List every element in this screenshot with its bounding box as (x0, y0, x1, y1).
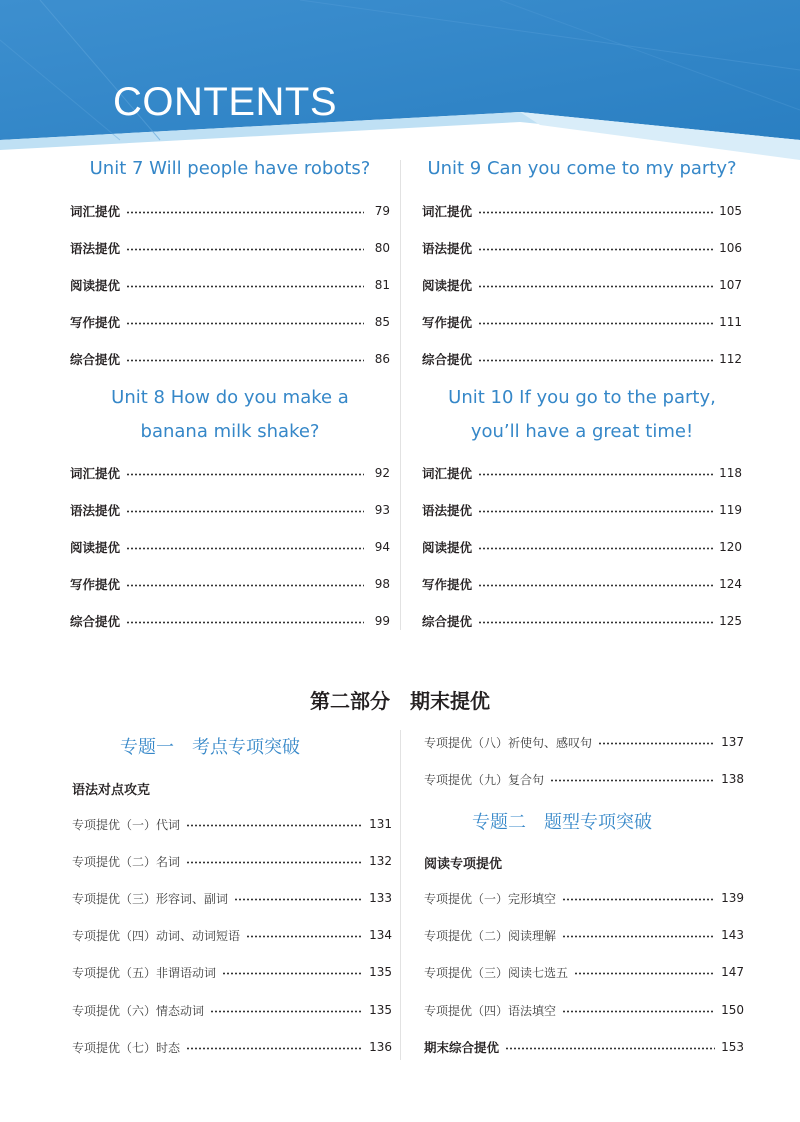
entry-label: 专项提优（四）语法填空 (424, 1003, 557, 1018)
contents-title: CONTENTS (113, 80, 337, 124)
toc-entry[interactable] (424, 889, 744, 907)
dot-leader (126, 211, 364, 214)
entry-page: 124 (719, 577, 742, 591)
topic-2-title: 专题二 题型专项突破 (472, 812, 652, 833)
dot-leader (126, 510, 364, 513)
entry-page: 135 (369, 965, 392, 979)
unit-10-title: Unit 10 If you go to the party, (448, 387, 716, 408)
entry-label: 专项提优（二）阅读理解 (424, 928, 557, 943)
dot-leader (562, 1010, 715, 1013)
entry-label: 阅读提优 (70, 278, 121, 293)
dot-leader (126, 359, 364, 362)
entry-page: 111 (719, 315, 742, 329)
toc-entry[interactable] (424, 963, 744, 981)
entry-page: 98 (374, 577, 390, 591)
toc-entry[interactable] (424, 926, 744, 944)
dot-leader (222, 972, 363, 975)
entry-page: 112 (719, 352, 742, 366)
toc-entry[interactable] (422, 538, 742, 556)
entry-label: 综合提优 (70, 352, 121, 367)
dot-leader (126, 285, 364, 288)
toc-entry[interactable] (424, 733, 744, 751)
entry-label: 综合提优 (70, 614, 121, 629)
toc-entry[interactable] (424, 1001, 744, 1019)
column-divider (400, 160, 401, 630)
entry-label: 专项提优（六）情态动词 (72, 1003, 205, 1018)
dot-leader (478, 285, 713, 288)
entry-page: 119 (719, 503, 742, 517)
toc-entry[interactable] (70, 575, 390, 593)
entry-label: 专项提优（三）形容词、副词 (72, 891, 229, 906)
toc-entry[interactable] (422, 202, 742, 220)
dot-leader (126, 322, 364, 325)
entry-page: 105 (719, 204, 742, 218)
entry-label: 词汇提优 (70, 204, 121, 219)
entry-page: 137 (721, 735, 744, 749)
toc-entry[interactable] (422, 350, 742, 368)
entry-page: 143 (721, 928, 744, 942)
entry-page: 107 (719, 278, 742, 292)
dot-leader (126, 473, 364, 476)
part-2-title: 第二部分 期末提优 (310, 689, 490, 713)
dot-leader (478, 510, 713, 513)
column-divider-lower (400, 730, 401, 1060)
toc-entry[interactable] (72, 1001, 392, 1019)
toc-entry[interactable] (424, 770, 744, 788)
entry-label: 综合提优 (422, 352, 473, 367)
toc-entry[interactable] (72, 889, 392, 907)
dot-leader (186, 1047, 363, 1050)
entry-label: 专项提优（九）复合句 (424, 772, 545, 787)
dot-leader (478, 621, 713, 624)
toc-entry[interactable] (422, 501, 742, 519)
toc-entry[interactable] (72, 926, 392, 944)
entry-page: 135 (369, 1003, 392, 1017)
toc-entry[interactable] (72, 852, 392, 870)
dot-leader (234, 898, 363, 901)
entry-label: 语法提优 (422, 503, 473, 518)
entry-label: 词汇提优 (70, 466, 121, 481)
unit-8-title-line2: banana milk shake? (140, 421, 320, 442)
entry-page: 92 (374, 466, 390, 480)
toc-entry[interactable] (70, 239, 390, 257)
toc-entry[interactable] (422, 313, 742, 331)
toc-entry[interactable] (72, 963, 392, 981)
dot-leader (126, 248, 364, 251)
entry-page: 106 (719, 241, 742, 255)
entry-page: 147 (721, 965, 744, 979)
toc-entry[interactable] (70, 202, 390, 220)
toc-entry[interactable] (70, 501, 390, 519)
entry-page: 80 (374, 241, 390, 255)
dot-leader (505, 1047, 715, 1050)
entry-label: 综合提优 (422, 614, 473, 629)
entry-page: 99 (374, 614, 390, 628)
unit-7-title: Unit 7 Will people have robots? (89, 158, 371, 179)
entry-page: 93 (374, 503, 390, 517)
dot-leader (478, 359, 713, 362)
toc-entry[interactable] (70, 538, 390, 556)
dot-leader (126, 547, 364, 550)
dot-leader (478, 547, 713, 550)
entry-label: 写作提优 (70, 577, 121, 592)
entry-page: 86 (374, 352, 390, 366)
entry-page: 120 (719, 540, 742, 554)
entry-page: 79 (374, 204, 390, 218)
toc-entry[interactable] (70, 464, 390, 482)
toc-entry[interactable] (422, 239, 742, 257)
dot-leader (550, 779, 715, 782)
entry-page: 85 (374, 315, 390, 329)
dot-leader (562, 935, 715, 938)
section-heading: 语法对点攻克 (72, 783, 151, 798)
dot-leader (478, 211, 713, 214)
unit-9-title: Unit 9 Can you come to my party? (427, 158, 737, 179)
toc-entry[interactable] (422, 612, 742, 630)
dot-leader (186, 861, 363, 864)
entry-page: 125 (719, 614, 742, 628)
dot-leader (186, 824, 363, 827)
entry-label: 专项提优（二）名词 (72, 854, 181, 869)
entry-label: 语法提优 (70, 503, 121, 518)
dot-leader (210, 1010, 363, 1013)
entry-page: 81 (374, 278, 390, 292)
entry-label: 专项提优（八）祈使句、感叹句 (424, 735, 593, 750)
entry-label: 词汇提优 (422, 466, 473, 481)
toc-entry[interactable] (70, 350, 390, 368)
dot-leader (574, 972, 715, 975)
toc-entry[interactable] (72, 815, 392, 833)
entry-page: 133 (369, 891, 392, 905)
entry-label: 语法提优 (422, 241, 473, 256)
entry-label: 写作提优 (70, 315, 121, 330)
entry-label: 阅读提优 (422, 278, 473, 293)
entry-label: 专项提优（一）完形填空 (424, 891, 557, 906)
unit-10-title-line2: you’ll have a great time! (470, 421, 694, 442)
entry-label: 语法提优 (70, 241, 121, 256)
dot-leader (478, 584, 713, 587)
toc-entry[interactable] (72, 1038, 392, 1056)
entry-page: 132 (369, 854, 392, 868)
entry-page: 134 (369, 928, 392, 942)
entry-page: 153 (721, 1040, 744, 1054)
entry-label: 词汇提优 (422, 204, 473, 219)
toc-entry[interactable] (424, 1038, 744, 1056)
topic-1-title: 专题一 考点专项突破 (120, 737, 300, 758)
toc-entry[interactable] (70, 612, 390, 630)
entry-label: 专项提优（三）阅读七选五 (424, 965, 569, 980)
dot-leader (478, 248, 713, 251)
entry-label: 期末综合提优 (424, 1040, 500, 1055)
toc-entry[interactable] (422, 575, 742, 593)
entry-label: 阅读提优 (70, 540, 121, 555)
entry-page: 150 (721, 1003, 744, 1017)
toc-entry[interactable] (70, 313, 390, 331)
entry-label: 阅读提优 (422, 540, 473, 555)
toc-entry[interactable] (422, 464, 742, 482)
unit-8-title: Unit 8 How do you make a (111, 387, 349, 408)
entry-page: 118 (719, 466, 742, 480)
dot-leader (562, 898, 715, 901)
entry-page: 94 (374, 540, 390, 554)
section-heading: 阅读专项提优 (424, 857, 503, 872)
entry-label: 专项提优（四）动词、动词短语 (72, 928, 241, 943)
dot-leader (126, 584, 364, 587)
entry-label: 专项提优（一）代词 (72, 817, 181, 832)
entry-page: 131 (369, 817, 392, 831)
dot-leader (598, 742, 715, 745)
toc-entry[interactable] (70, 276, 390, 294)
entry-page: 139 (721, 891, 744, 905)
entry-label: 专项提优（五）非谓语动词 (72, 965, 217, 980)
dot-leader (246, 935, 363, 938)
dot-leader (126, 621, 364, 624)
toc-entry[interactable] (422, 276, 742, 294)
dot-leader (478, 322, 713, 325)
entry-page: 138 (721, 772, 744, 786)
entry-page: 136 (369, 1040, 392, 1054)
entry-label: 写作提优 (422, 577, 473, 592)
entry-label: 专项提优（七）时态 (72, 1040, 181, 1055)
entry-label: 写作提优 (422, 315, 473, 330)
dot-leader (478, 473, 713, 476)
